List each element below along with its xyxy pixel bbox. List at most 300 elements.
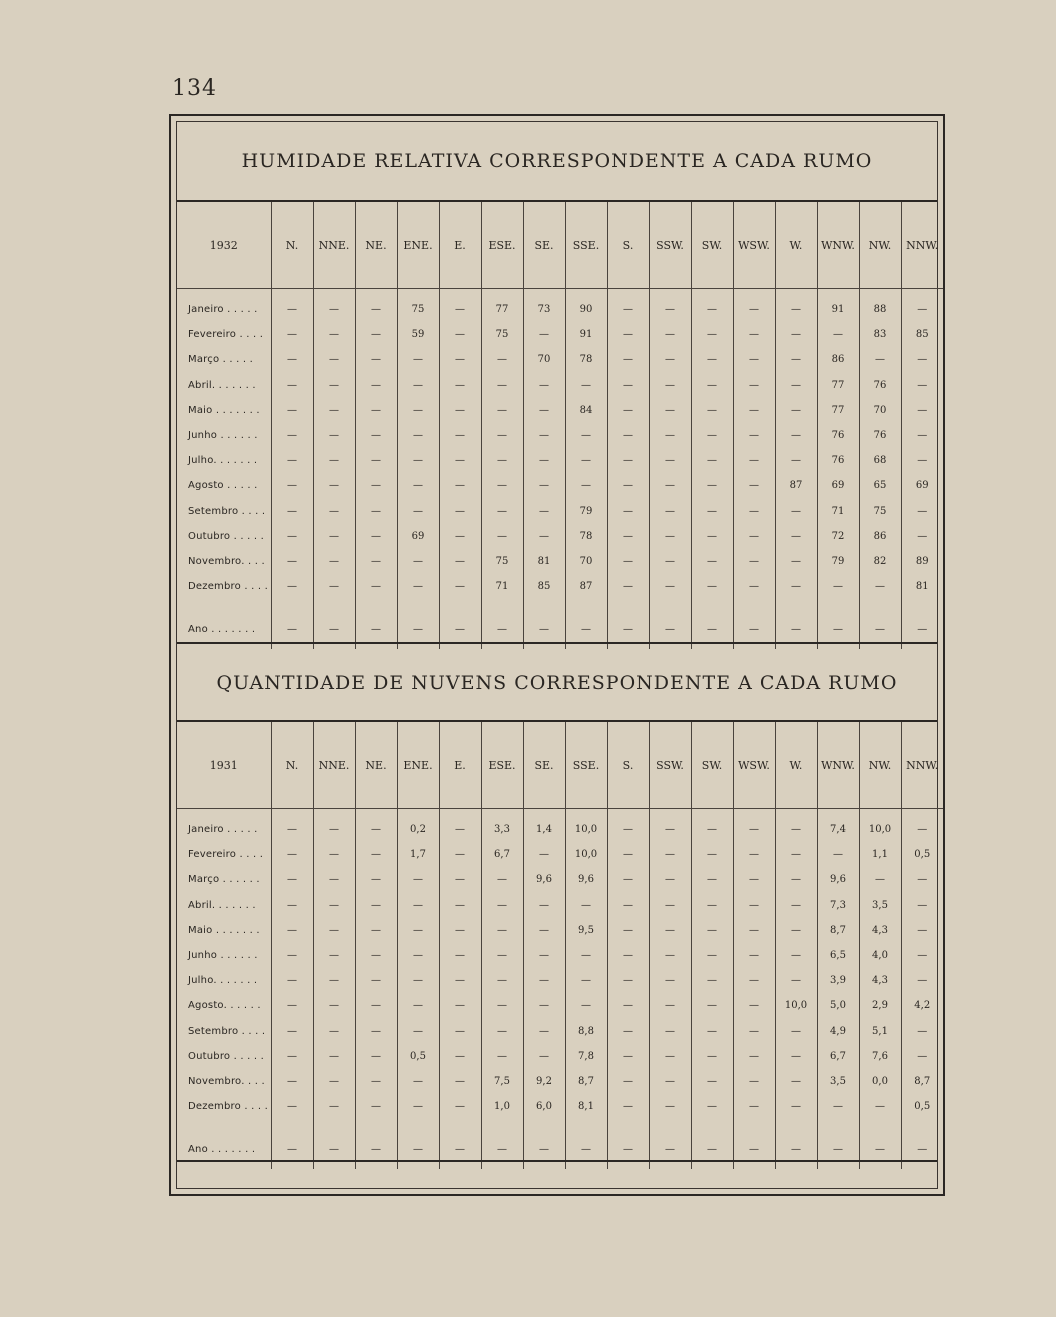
table-cell: 9,2 — [523, 1069, 565, 1094]
table-row — [177, 289, 943, 323]
table-cell: 75 — [481, 549, 523, 574]
table-cell: 7,8 — [565, 1044, 607, 1069]
table-cell: — — [439, 599, 481, 649]
table-cell: — — [313, 289, 355, 323]
month-label: Novembro. . . . — [188, 555, 265, 567]
table-cell: — — [397, 574, 439, 599]
table-cell: — — [271, 1044, 313, 1069]
table-cell: — — [901, 398, 943, 423]
table-cell: 1,7 — [397, 842, 439, 867]
month-label: Abril. . . . . . . — [188, 379, 256, 391]
clouds-header-row — [177, 722, 943, 809]
table-cell: — — [649, 968, 691, 993]
table-cell: — — [355, 809, 397, 843]
table-cell: 9,6 — [523, 867, 565, 892]
table-cell: — — [733, 842, 775, 867]
table-cell: — — [859, 599, 901, 649]
table-cell: — — [397, 1019, 439, 1044]
direction-header: W. — [775, 202, 817, 289]
table-cell: 73 — [523, 289, 565, 323]
table-cell: — — [439, 347, 481, 372]
table-cell: — — [691, 473, 733, 498]
table-cell: — — [607, 499, 649, 524]
humidity-bottom-rule — [177, 642, 937, 644]
table-row — [177, 1044, 943, 1069]
table-cell: 1,0 — [481, 1094, 523, 1119]
table-cell: — — [481, 918, 523, 943]
table-cell: — — [397, 549, 439, 574]
table-cell: — — [523, 499, 565, 524]
table-cell: — — [607, 398, 649, 423]
direction-header: NW. — [859, 722, 901, 809]
table-cell: 6,0 — [523, 1094, 565, 1119]
table-cell: — — [691, 373, 733, 398]
table-cell: — — [481, 968, 523, 993]
table-cell: — — [271, 968, 313, 993]
table-cell: 6,5 — [817, 943, 859, 968]
month-label: Maio . . . . . . . — [188, 924, 260, 936]
table-cell: — — [691, 574, 733, 599]
table-cell: — — [607, 524, 649, 549]
table-cell: — — [775, 1044, 817, 1069]
table-cell: — — [523, 473, 565, 498]
table-cell: — — [733, 968, 775, 993]
table-row — [177, 322, 943, 347]
month-label: Dezembro . . . . — [188, 581, 268, 593]
table-cell: 76 — [817, 423, 859, 448]
table-cell: — — [775, 1019, 817, 1044]
table-cell: — — [355, 322, 397, 347]
table-cell: — — [481, 499, 523, 524]
table-cell: — — [649, 524, 691, 549]
humidity-table — [177, 202, 943, 649]
table-cell: — — [691, 918, 733, 943]
table-cell: — — [355, 1044, 397, 1069]
month-label: Setembro . . . . — [188, 505, 266, 517]
table-cell: — — [775, 1069, 817, 1094]
table-cell: — — [523, 993, 565, 1018]
month-label: Agosto . . . . . — [188, 480, 258, 492]
table-row — [177, 524, 943, 549]
table-cell: — — [775, 448, 817, 473]
table-cell: — — [649, 842, 691, 867]
table-cell: 9,5 — [565, 918, 607, 943]
table-cell: — — [355, 1094, 397, 1119]
table-row — [177, 993, 943, 1018]
table-cell: — — [439, 423, 481, 448]
table-cell: — — [397, 893, 439, 918]
table-row — [177, 1019, 943, 1044]
table-cell: — — [271, 574, 313, 599]
table-cell: — — [733, 549, 775, 574]
table-cell: — — [481, 398, 523, 423]
month-label: Outubro . . . . . — [188, 530, 265, 542]
table-cell: — — [607, 373, 649, 398]
table-cell: — — [397, 499, 439, 524]
table-cell: 3,5 — [817, 1069, 859, 1094]
table-cell: 84 — [565, 398, 607, 423]
month-label: Dezembro . . . . — [188, 1101, 268, 1113]
table-cell: — — [481, 373, 523, 398]
table-cell: — — [439, 867, 481, 892]
table-cell: — — [691, 968, 733, 993]
table-cell: — — [901, 893, 943, 918]
table-cell: — — [691, 398, 733, 423]
table-cell: — — [649, 1019, 691, 1044]
table-cell: — — [481, 347, 523, 372]
table-cell: — — [271, 867, 313, 892]
table-cell: — — [313, 1019, 355, 1044]
table-cell: — — [355, 1069, 397, 1094]
table-cell: 7,6 — [859, 1044, 901, 1069]
table-cell: — — [313, 574, 355, 599]
table-cell: 71 — [817, 499, 859, 524]
table-cell: — — [901, 809, 943, 843]
table-cell: — — [691, 322, 733, 347]
table-cell: 71 — [481, 574, 523, 599]
table-cell: — — [355, 373, 397, 398]
table-cell: — — [439, 499, 481, 524]
table-cell: — — [313, 993, 355, 1018]
table-cell: 8,8 — [565, 1019, 607, 1044]
direction-header: SSW. — [649, 202, 691, 289]
table-cell: — — [775, 398, 817, 423]
table-cell: — — [481, 893, 523, 918]
table-cell: — — [523, 918, 565, 943]
table-cell: — — [355, 574, 397, 599]
table-cell: — — [649, 574, 691, 599]
clouds-bottom-rule — [177, 1160, 937, 1162]
table-cell: 3,3 — [481, 809, 523, 843]
table-cell: — — [565, 1119, 607, 1169]
table-cell: — — [523, 842, 565, 867]
table-cell: — — [271, 448, 313, 473]
table-cell: — — [271, 524, 313, 549]
table-cell: — — [691, 347, 733, 372]
table-cell: — — [817, 574, 859, 599]
table-cell: — — [313, 448, 355, 473]
table-cell: — — [607, 1044, 649, 1069]
table-cell: — — [691, 1069, 733, 1094]
table-cell: — — [397, 867, 439, 892]
table-cell: 0,5 — [901, 1094, 943, 1119]
table-cell: — — [565, 993, 607, 1018]
table-cell: 86 — [859, 524, 901, 549]
month-label: Maio . . . . . . . — [188, 404, 260, 416]
table-cell: — — [691, 1094, 733, 1119]
table-cell: — — [775, 347, 817, 372]
table-cell: — — [271, 1019, 313, 1044]
table-cell: 8,1 — [565, 1094, 607, 1119]
table-cell: — — [607, 574, 649, 599]
table-cell: — — [481, 993, 523, 1018]
table-cell: — — [313, 809, 355, 843]
table-cell: — — [313, 893, 355, 918]
direction-header: SSE. — [565, 722, 607, 809]
table-row — [177, 809, 943, 843]
clouds-table — [177, 722, 943, 1169]
table-cell: 8,7 — [565, 1069, 607, 1094]
table-row — [177, 398, 943, 423]
clouds-title: QUANTIDADE DE NUVENS CORRESPONDENTE A CADA RUMO — [216, 672, 898, 694]
table-cell: — — [439, 918, 481, 943]
table-cell: — — [775, 499, 817, 524]
table-cell: 1,4 — [523, 809, 565, 843]
table-cell: — — [733, 499, 775, 524]
table-cell: — — [649, 448, 691, 473]
table-cell: — — [271, 809, 313, 843]
table-cell: — — [775, 574, 817, 599]
table-cell: — — [355, 893, 397, 918]
table-cell: 81 — [523, 549, 565, 574]
table-cell: — — [607, 448, 649, 473]
table-cell: — — [313, 842, 355, 867]
table-cell: — — [355, 1119, 397, 1169]
month-label: Janeiro . . . . . — [188, 824, 258, 836]
table-cell: — — [733, 1119, 775, 1169]
table-row — [177, 373, 943, 398]
table-cell: — — [313, 867, 355, 892]
table-cell: — — [271, 398, 313, 423]
table-cell: 89 — [901, 549, 943, 574]
table-cell: 77 — [817, 373, 859, 398]
table-cell: — — [523, 423, 565, 448]
table-cell: — — [523, 1119, 565, 1169]
table-cell: — — [313, 373, 355, 398]
table-cell: — — [439, 1044, 481, 1069]
table-cell: — — [901, 448, 943, 473]
direction-header: ESE. — [481, 202, 523, 289]
table-cell: — — [607, 809, 649, 843]
table-cell: — — [775, 322, 817, 347]
table-cell: — — [607, 423, 649, 448]
table-cell: — — [607, 289, 649, 323]
month-label: Outubro . . . . . — [188, 1050, 265, 1062]
page-number: 134 — [172, 76, 217, 101]
table-cell: — — [901, 524, 943, 549]
table-cell: — — [691, 423, 733, 448]
table-cell: — — [775, 289, 817, 323]
table-cell: — — [649, 1044, 691, 1069]
table-cell: — — [523, 322, 565, 347]
table-cell: — — [355, 524, 397, 549]
direction-header: NNE. — [313, 202, 355, 289]
table-cell: — — [649, 993, 691, 1018]
table-cell: — — [313, 918, 355, 943]
table-cell: — — [523, 373, 565, 398]
table-cell: — — [733, 1069, 775, 1094]
humidity-year: 1932 — [177, 202, 271, 289]
table-cell: 7,3 — [817, 893, 859, 918]
table-cell: 5,0 — [817, 993, 859, 1018]
table-cell: — — [439, 893, 481, 918]
table-cell: 6,7 — [481, 842, 523, 867]
table-cell: — — [649, 398, 691, 423]
table-cell: 90 — [565, 289, 607, 323]
table-row — [177, 549, 943, 574]
table-cell: 85 — [901, 322, 943, 347]
table-cell: — — [649, 1119, 691, 1169]
table-cell: — — [859, 1094, 901, 1119]
table-cell: — — [439, 1019, 481, 1044]
table-cell: — — [355, 842, 397, 867]
table-cell: — — [691, 499, 733, 524]
table-cell: — — [733, 918, 775, 943]
page-frame — [169, 114, 945, 1196]
table-cell: — — [565, 968, 607, 993]
table-cell: 59 — [397, 322, 439, 347]
table-cell: 9,6 — [817, 867, 859, 892]
table-cell: — — [691, 1019, 733, 1044]
table-cell: — — [733, 347, 775, 372]
table-cell: — — [733, 289, 775, 323]
table-cell: — — [271, 499, 313, 524]
table-cell: — — [523, 1019, 565, 1044]
table-row — [177, 842, 943, 867]
month-label: Junho . . . . . . — [188, 950, 258, 962]
table-cell: 68 — [859, 448, 901, 473]
table-cell: — — [439, 574, 481, 599]
table-cell: — — [355, 347, 397, 372]
direction-header: S. — [607, 202, 649, 289]
table-cell: — — [901, 1119, 943, 1169]
table-cell: — — [649, 289, 691, 323]
table-cell: — — [607, 1094, 649, 1119]
table-cell: — — [439, 842, 481, 867]
table-cell: — — [397, 347, 439, 372]
month-label: Março . . . . . . — [188, 874, 260, 886]
table-cell: — — [607, 867, 649, 892]
table-cell: — — [313, 1094, 355, 1119]
table-cell: 4,3 — [859, 968, 901, 993]
table-cell: — — [523, 398, 565, 423]
table-cell: — — [901, 347, 943, 372]
direction-header: SSE. — [565, 202, 607, 289]
table-cell: — — [523, 1044, 565, 1069]
table-cell: — — [397, 473, 439, 498]
table-cell: — — [439, 448, 481, 473]
table-cell: — — [691, 943, 733, 968]
table-cell: 10,0 — [775, 993, 817, 1018]
table-cell: — — [607, 1069, 649, 1094]
table-cell: — — [607, 943, 649, 968]
direction-header: WNW. — [817, 202, 859, 289]
table-cell: 69 — [901, 473, 943, 498]
table-cell: 78 — [565, 524, 607, 549]
table-cell: — — [775, 1119, 817, 1169]
table-cell: 77 — [817, 398, 859, 423]
table-cell: — — [733, 373, 775, 398]
table-cell: 69 — [397, 524, 439, 549]
month-label: Fevereiro . . . . — [188, 849, 264, 861]
table-cell: 81 — [901, 574, 943, 599]
table-cell: — — [775, 943, 817, 968]
table-cell: — — [901, 968, 943, 993]
table-cell: — — [313, 943, 355, 968]
table-cell: 85 — [523, 574, 565, 599]
table-cell: 72 — [817, 524, 859, 549]
table-cell: — — [691, 1044, 733, 1069]
direction-header: WSW. — [733, 722, 775, 809]
table-cell: — — [439, 968, 481, 993]
table-cell: — — [775, 842, 817, 867]
table-cell: — — [481, 524, 523, 549]
table-cell: 69 — [817, 473, 859, 498]
table-cell: — — [271, 373, 313, 398]
table-cell: — — [607, 347, 649, 372]
table-cell: 6,7 — [817, 1044, 859, 1069]
table-cell: — — [313, 549, 355, 574]
table-cell: — — [481, 599, 523, 649]
month-label: Janeiro . . . . . — [188, 304, 258, 316]
table-cell: — — [607, 842, 649, 867]
table-cell: — — [607, 893, 649, 918]
table-cell: — — [271, 893, 313, 918]
table-cell: — — [355, 968, 397, 993]
table-cell: — — [691, 599, 733, 649]
table-cell: — — [733, 423, 775, 448]
table-cell: 7,4 — [817, 809, 859, 843]
table-cell: — — [733, 473, 775, 498]
table-cell: — — [481, 867, 523, 892]
table-cell: — — [649, 809, 691, 843]
table-cell: 4,0 — [859, 943, 901, 968]
table-cell: — — [313, 398, 355, 423]
table-cell: — — [565, 373, 607, 398]
table-cell: — — [733, 398, 775, 423]
table-cell: 91 — [565, 322, 607, 347]
table-cell: 88 — [859, 289, 901, 323]
table-cell: — — [817, 842, 859, 867]
direction-header: NNE. — [313, 722, 355, 809]
table-cell: — — [775, 918, 817, 943]
table-cell: — — [859, 347, 901, 372]
table-cell: — — [817, 1119, 859, 1169]
table-cell: — — [649, 918, 691, 943]
table-row — [177, 893, 943, 918]
direction-header: ENE. — [397, 722, 439, 809]
table-cell: — — [691, 893, 733, 918]
table-cell: — — [439, 809, 481, 843]
table-cell: 5,1 — [859, 1019, 901, 1044]
month-label: Abril. . . . . . . — [188, 899, 256, 911]
table-cell: — — [481, 1044, 523, 1069]
table-cell: — — [271, 842, 313, 867]
table-cell: — — [355, 423, 397, 448]
table-cell: — — [481, 448, 523, 473]
table-cell: 0,0 — [859, 1069, 901, 1094]
table-cell: — — [649, 473, 691, 498]
table-cell: — — [271, 918, 313, 943]
table-cell: — — [691, 842, 733, 867]
table-cell: — — [439, 943, 481, 968]
table-cell: — — [313, 1044, 355, 1069]
table-cell: — — [565, 448, 607, 473]
table-cell: — — [355, 473, 397, 498]
table-cell: — — [649, 1094, 691, 1119]
table-cell: — — [397, 423, 439, 448]
table-cell: — — [733, 1044, 775, 1069]
table-cell: — — [355, 398, 397, 423]
table-cell: — — [355, 499, 397, 524]
direction-header: S. — [607, 722, 649, 809]
table-cell: — — [313, 499, 355, 524]
table-cell: 87 — [775, 473, 817, 498]
direction-header: SW. — [691, 722, 733, 809]
table-cell: — — [565, 599, 607, 649]
direction-header: NNW. — [901, 202, 943, 289]
table-cell: 0,2 — [397, 809, 439, 843]
